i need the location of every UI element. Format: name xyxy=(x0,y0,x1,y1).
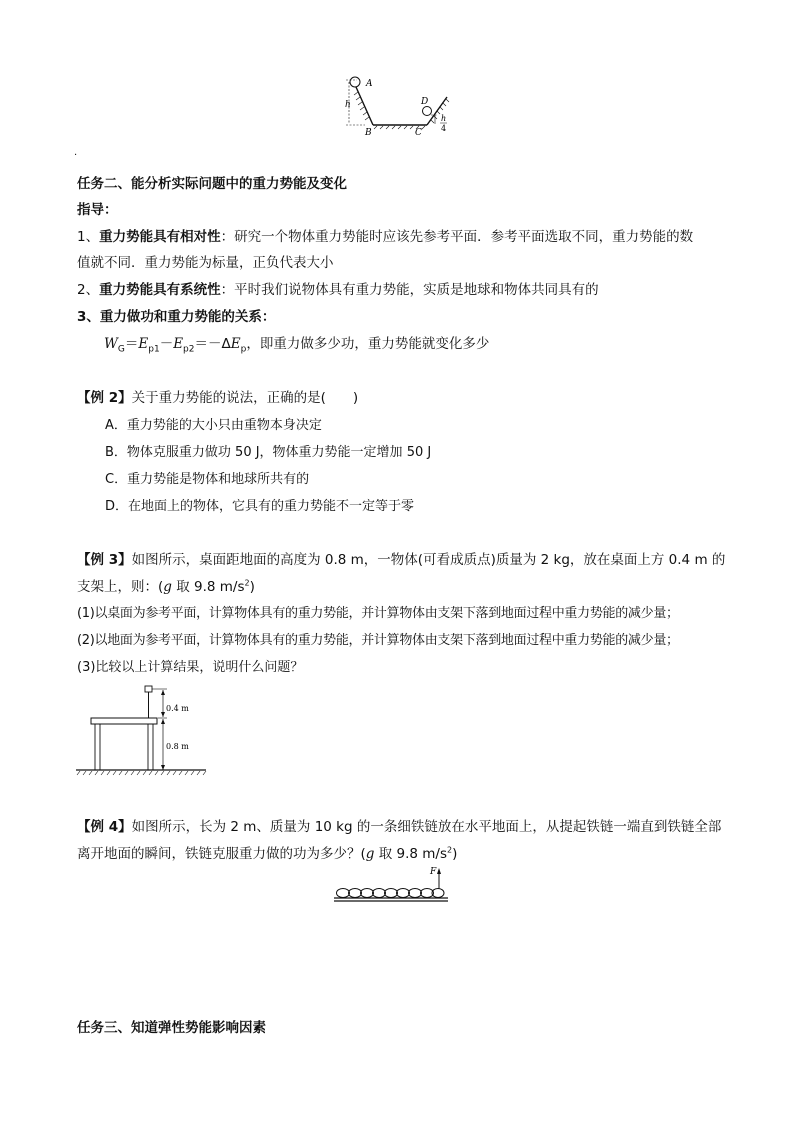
example4-text: 如图所示，长为 2 m、质量为 10 kg 的一条细铁链放在水平地面上，从提起铁链一端直到铁链全部 xyxy=(131,819,722,835)
example2-option-c: C．重力势能是物体和地球所共有的 xyxy=(105,472,310,487)
dim-upper-label: 0.4 m xyxy=(166,704,189,713)
example3-q1: (1)以桌面为参考平面，计算物体具有的重力势能，并计算物体由支架下落到地面过程中重力势能的减少量； xyxy=(77,606,679,621)
object-box xyxy=(145,686,152,692)
label-c: C xyxy=(415,128,422,138)
work-energy-formula: $W_G=E_{p1}-E_{p2}=-\Delta E_p$，即重力做多少功，重力势能就变化多少 xyxy=(104,336,490,355)
task3-heading: 任务三、知道弹性势能影响因素 xyxy=(77,1020,266,1036)
point2-text: ：平时我们说物体具有重力势能，实质是地球和物体共同具有的 xyxy=(220,282,599,298)
label-h: h xyxy=(345,100,351,110)
dot-mark: . xyxy=(74,147,78,158)
formula-tail: ，即重力做多少功，重力势能就变化多少 xyxy=(246,336,490,352)
dim-lower-label: 0.8 m xyxy=(166,742,189,751)
ball-a xyxy=(350,77,360,87)
point1-text: ：研究一个物体重力势能时应该先参考平面．参考平面选取不同，重力势能的数 xyxy=(220,229,694,245)
label-h-num: h xyxy=(441,114,447,123)
example2-question xyxy=(77,386,358,406)
example4-line2: 离开地面的瞬间，铁链克服重力做的功为多少？(g 取 9.8 $m/s^2$) xyxy=(77,845,458,862)
example2-option-d: D．在地面上的物体，它具有的重力势能不一定等于零 xyxy=(105,499,415,514)
label-d: D xyxy=(421,97,429,107)
table-figure xyxy=(74,684,214,778)
point1-bold: 重力势能具有相对性 xyxy=(99,229,221,245)
label-b: B xyxy=(365,128,372,138)
point1-line2: 值就不同．重力势能为标量，正负代表大小 xyxy=(77,255,334,271)
chain-links xyxy=(337,889,445,898)
example3-label: 【例 3】 xyxy=(77,552,132,568)
example2-text: 关于重力势能的说法，正确的是( ) xyxy=(131,390,359,406)
example3-line1 xyxy=(77,548,725,568)
task2-heading: 任务二、能分析实际问题中的重力势能及变化 xyxy=(77,176,347,192)
ball-d xyxy=(423,107,432,116)
point1-line1 xyxy=(77,225,693,245)
chain-figure xyxy=(332,864,450,904)
force-label: F xyxy=(430,867,437,877)
point2-line xyxy=(77,278,599,298)
example3-line2: 支架上，则：(g 取 9.8 $m/s^2$) xyxy=(77,578,255,595)
example4-label: 【例 4】 xyxy=(77,819,132,835)
example3-text: 如图所示，桌面距地面的高度为 0.8 m，一物体(可看成质点)质量为 2 kg，放在桌面上方 0.4 m 的 xyxy=(131,552,726,568)
point3-heading: 3、重力做功和重力势能的关系： xyxy=(77,309,276,325)
example3-q3: (3)比较以上计算结果，说明什么问题？ xyxy=(77,660,304,675)
example4-line1 xyxy=(77,815,721,835)
example3-q2: (2)以地面为参考平面，计算物体具有的重力势能，并计算物体由支架下落到地面过程中重力势能的减少量； xyxy=(77,633,679,648)
guide-label: 指导： xyxy=(77,202,118,218)
example2-option-a: A．重力势能的大小只由重物本身决定 xyxy=(105,418,322,433)
example2-label: 【例 2】 xyxy=(77,390,132,406)
track-figure xyxy=(335,74,460,138)
point1-prefix: 1、 xyxy=(77,229,100,245)
example2-option-b: B．物体克服重力做功 50 J，物体重力势能一定增加 50 J xyxy=(105,445,432,460)
label-a: A xyxy=(366,79,373,89)
label-h-den: 4 xyxy=(441,124,447,133)
point2-prefix: 2、 xyxy=(77,282,100,298)
point2-bold: 重力势能具有系统性 xyxy=(99,282,221,298)
